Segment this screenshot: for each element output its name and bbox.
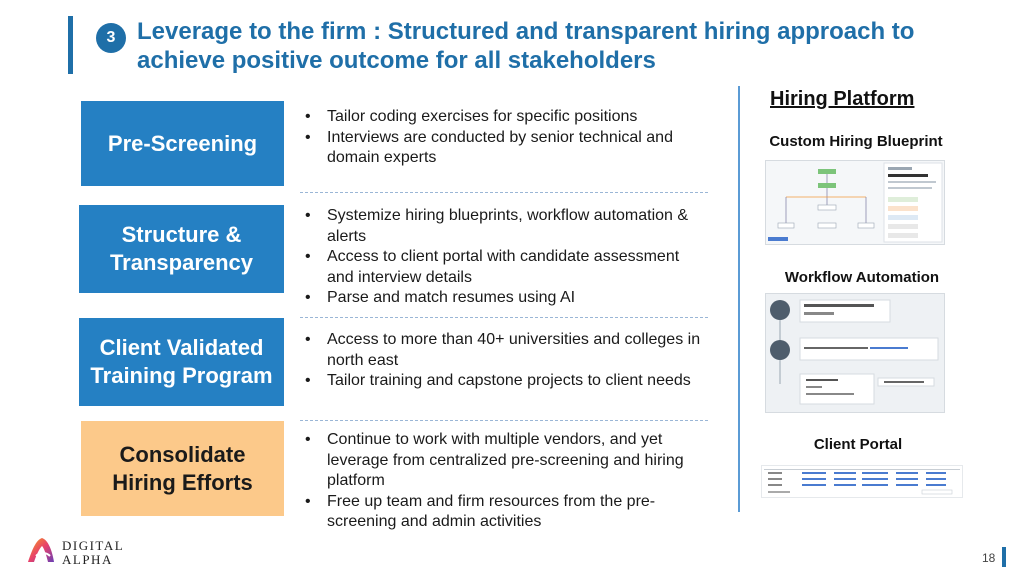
workflow-label: Workflow Automation — [784, 269, 940, 286]
section-divider — [300, 317, 708, 318]
section-divider — [300, 192, 708, 193]
bullet-item: • Continue to work with multiple vendors, and yet leverage from centralized pre-screening and hiring platform — [301, 430, 711, 492]
bullet-item: • Parse and match resumes using AI — [301, 288, 706, 309]
workflow-screenshot — [765, 293, 945, 413]
bullets-consolidate-hiring — [301, 430, 711, 533]
bullets-pre-screening — [301, 107, 706, 169]
bullet-item: • Tailor training and capstone projects to client needs — [301, 371, 709, 392]
blueprint-label: Custom Hiring Blueprint — [769, 133, 943, 150]
client-portal-table-icon — [762, 466, 962, 497]
label-consolidate-hiring: Consolidate Hiring Efforts — [81, 421, 284, 516]
label-pre-screening: Pre-Screening — [81, 101, 284, 186]
section-divider — [300, 420, 708, 421]
bullet-item: • Access to more than 40+ universities and colleges in north east — [301, 330, 709, 371]
blueprint-diagram-icon — [766, 161, 944, 244]
logo-wordmark — [62, 539, 124, 567]
bullet-item: • Access to client portal with candidate assessment and interview details — [301, 247, 706, 288]
label-client-validated-training: Client Validated Training Program — [79, 318, 284, 406]
page-number-accent-bar — [1002, 547, 1006, 567]
bullet-item: • Tailor coding exercises for specific positions — [301, 107, 706, 128]
bullet-item: • Systemize hiring blueprints, workflow automation & alerts — [301, 206, 706, 247]
bullets-structure-transparency — [301, 206, 706, 309]
bullet-item: • Free up team and firm resources from the pre-screening and admin activities — [301, 492, 711, 533]
client-portal-label: Client Portal — [813, 436, 903, 453]
title-accent-bar — [68, 16, 73, 74]
page-number: 18 — [982, 551, 996, 565]
logo-line-1: DIGITAL — [62, 538, 125, 553]
platform-heading: Hiring Platform — [770, 88, 915, 110]
workflow-diagram-icon — [766, 294, 944, 412]
digital-alpha-logo-icon — [26, 536, 56, 564]
slide-title: Leverage to the firm : Structured and transparent hiring approach to achieve positive outcome for all stakeholders — [137, 18, 915, 74]
section-number-badge: 3 — [96, 23, 126, 53]
bullet-item: • Interviews are conducted by senior technical and domain experts — [301, 128, 706, 169]
logo-line-2: ALPHA — [62, 552, 113, 567]
client-portal-screenshot — [761, 465, 963, 498]
blueprint-screenshot — [765, 160, 945, 245]
label-structure-transparency: Structure & Transparency — [79, 205, 284, 293]
platform-divider-line — [738, 86, 740, 512]
bullets-client-validated-training — [301, 330, 709, 392]
